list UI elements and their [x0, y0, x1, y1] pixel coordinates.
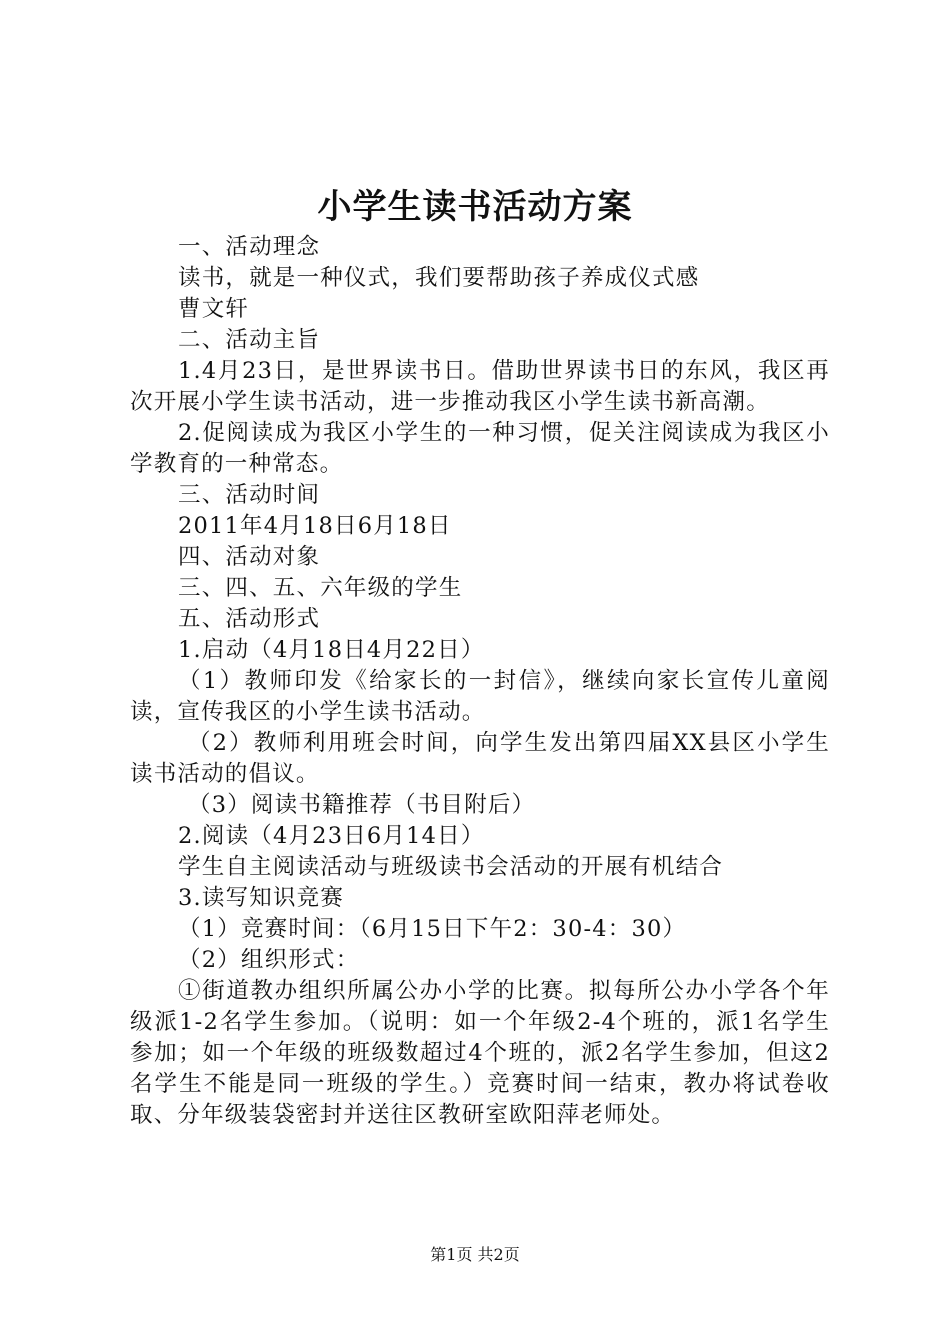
section-heading-2: 二、活动主旨 [178, 327, 321, 353]
paragraph: （2）组织形式： [178, 947, 360, 973]
paragraph: ①街道教办组织所属公办小学的比赛。拟每所公办小学各个年级派1-2名学生参加。（说明：如一个年级2-4个班的，派1名学生参加；如一个年级的班级数超过4个班的，派2名学生参加，但这2名学生不能是同一班级的学生。）竞赛时间一结束，教办将试卷收取、分年级装袋密封并送往区教研室欧阳萍老师处。 [130, 978, 830, 1128]
section-heading-3: 三、活动时间 [178, 482, 321, 508]
paragraph: 2011年4月18日6月18日 [178, 513, 452, 539]
paragraph: 2.促阅读成为我区小学生的一种习惯，促关注阅读成为我区小学教育的一种常态。 [130, 420, 830, 477]
paragraph: 三、四、五、六年级的学生 [178, 575, 463, 601]
paragraph: （1）教师印发《给家长的一封信》，继续向家长宣传儿童阅读，宣传我区的小学生读书活动。 [130, 668, 830, 725]
paragraph: （2）教师利用班会时间，向学生发出第四届XX县区小学生读书活动的倡议。 [130, 730, 830, 787]
paragraph: 2.阅读（4月23日6月14日） [178, 823, 485, 849]
document-body [130, 232, 830, 1131]
paragraph: 3.读写知识竞赛 [178, 885, 345, 911]
document-title: 小学生读书活动方案 [317, 187, 633, 227]
paragraph: 1.4月23日，是世界读书日。借助世界读书日的东风，我区再次开展小学生读书活动，进一步推动我区小学生读书新高潮。 [130, 358, 830, 415]
paragraph: 曹文轩 [178, 296, 250, 322]
paragraph: 读书，就是一种仪式，我们要帮助孩子养成仪式感 [178, 265, 700, 291]
paragraph: （1）竞赛时间：（6月15日下午2：30-4：30） [178, 916, 687, 942]
paragraph: 1.启动（4月18日4月22日） [178, 637, 485, 663]
section-heading-5: 五、活动形式 [178, 606, 321, 632]
section-heading-1: 一、活动理念 [178, 234, 321, 260]
page-footer: 第1页 共2页 [430, 1245, 520, 1264]
paragraph: （3）阅读书籍推荐（书目附后） [188, 792, 536, 818]
section-heading-4: 四、活动对象 [178, 544, 321, 570]
paragraph: 学生自主阅读活动与班级读书会活动的开展有机结合 [178, 854, 724, 880]
